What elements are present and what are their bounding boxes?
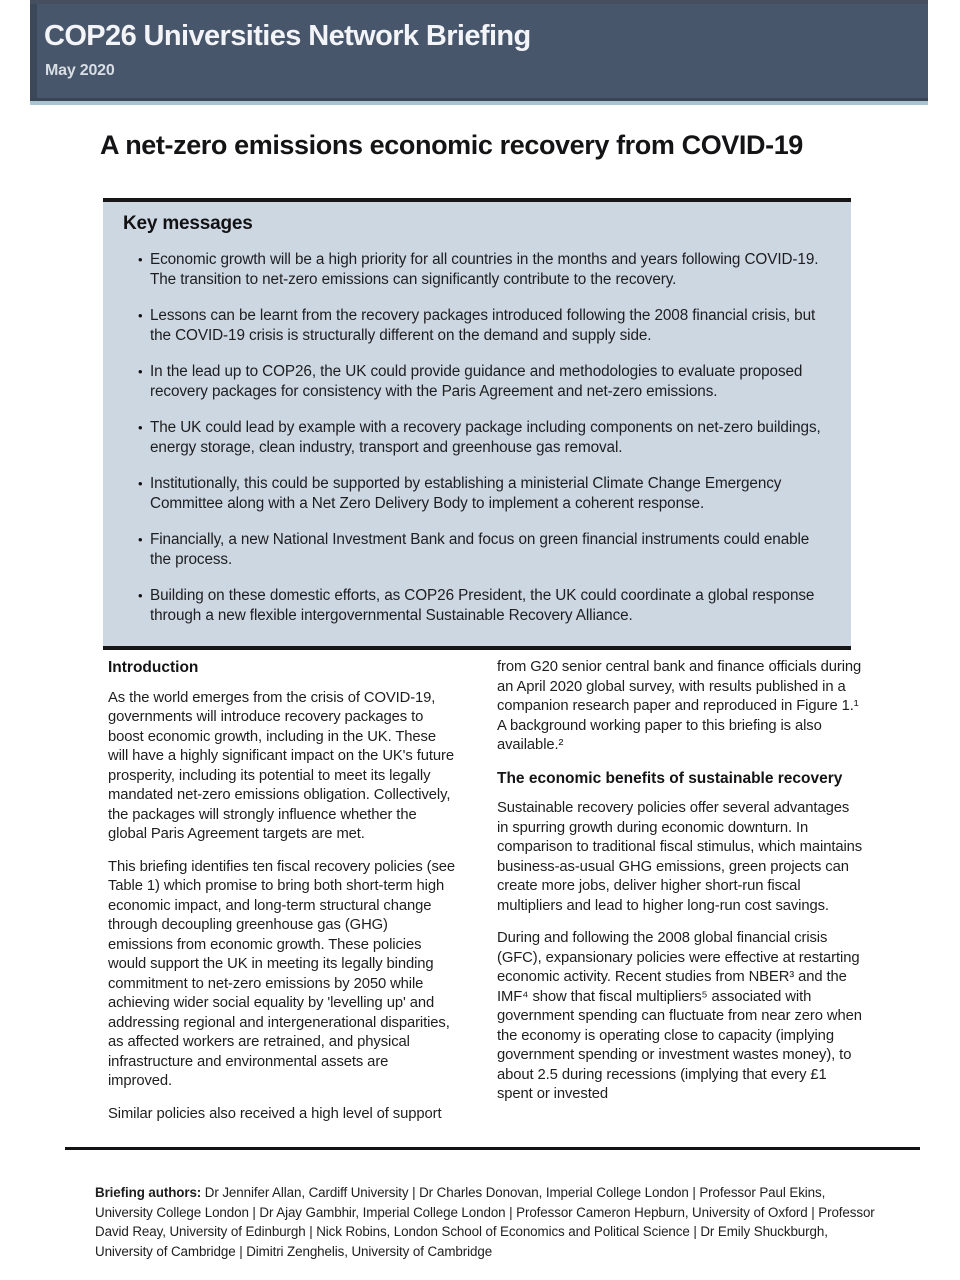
body-column-left (108, 658, 456, 1137)
list-item (138, 362, 825, 402)
body-column-right (497, 658, 863, 1118)
bullet-icon: • (138, 420, 143, 435)
bullet-icon: • (138, 364, 143, 379)
section-heading-introduction: Introduction (108, 659, 199, 676)
paragraph: Similar policies also received a high level of support (108, 1105, 442, 1122)
key-messages-list (123, 250, 825, 626)
bullet-icon: • (138, 476, 143, 491)
footer-divider (65, 1147, 920, 1150)
bullet-icon: • (138, 252, 143, 267)
key-message-text: The UK could lead by example with a recovery package including components on net-zero buildings, energy storage, clean industry, transport and greenhouse gas removal. (150, 419, 821, 456)
header-banner (30, 0, 928, 101)
key-message-text: Financially, a new National Investment Bank and focus on green financial instruments could enable the process. (150, 531, 810, 568)
briefing-title: COP26 Universities Network Briefing (44, 20, 531, 52)
bullet-icon: • (138, 588, 143, 603)
key-message-text: Lessons can be learnt from the recovery packages introduced following the 2008 financial crisis, but the COVID-19 crisis is structurally different on the demand and supply side. (150, 307, 816, 344)
footer-authors (95, 1183, 877, 1261)
section-heading-economic-benefits: The economic benefits of sustainable recovery (497, 769, 843, 787)
briefing-date: May 2020 (45, 62, 115, 79)
paragraph: During and following the 2008 global financial crisis (GFC), expansionary policies were effective at restarting economic activity. Recent studies from NBER³ and the IMF⁴ show that fiscal multipliers⁵ associated with government spending can fluctuate from near zero when the economy is operating close to capacity (implying government spending or investment wastes money), to about 2.5 during recessions (implying that every £1 spent or invested (497, 930, 862, 1102)
list-item (138, 250, 825, 290)
list-item (138, 418, 825, 458)
list-item (138, 474, 825, 514)
key-message-text: Building on these domestic efforts, as COP26 President, the UK could coordinate a global response through a new flexible intergovernmental Sustainable Recovery Alliance. (150, 587, 815, 624)
banner-underline (30, 101, 928, 105)
paragraph: As the world emerges from the crisis of COVID-19, governments will introduce recovery packages to boost economic growth, including in the UK. These will have a highly significant impact on the UK's future prosperity, including its potential to meet its legally mandated net-zero emissions obligation. Collectively, the packages will strongly influence whether the global Paris Agreement targets are met. (108, 689, 454, 842)
paragraph: from G20 senior central bank and finance officials during an April 2020 global survey, with results published in a companion research paper and reproduced in Figure 1.¹ A background working paper to this briefing is also available.² (497, 659, 862, 753)
paragraph: This briefing identifies ten fiscal recovery policies (see Table 1) which promise to bring both short-term high economic impact, and long-term structural change through decoupling greenhouse gas (GHG) emissions from economic growth. These policies would support the UK in meeting its legally binding commitment to net-zero emissions by 2050 while achieving wider social equality by 'levelling up' and addressing regional and intergenerational disparities, as affected workers are retrained, and physical infrastructure and environmental assets are improved. (108, 858, 456, 1089)
banner-left-edge (30, 4, 37, 98)
list-item (138, 530, 825, 570)
key-messages-heading: Key messages (123, 213, 253, 234)
list-item (138, 586, 825, 626)
key-message-text: In the lead up to COP26, the UK could provide guidance and methodologies to evaluate proposed recovery packages for consistency with the Paris Agreement and net-zero emissions. (150, 363, 803, 400)
key-messages-box (103, 198, 851, 650)
bullet-icon: • (138, 308, 143, 323)
key-message-text: Economic growth will be a high priority for all countries in the months and years following COVID-19. The transition to net-zero emissions can significantly contribute to the recovery. (150, 251, 819, 288)
footer-authors-text: Dr Jennifer Allan, Cardiff University | Dr Charles Donovan, Imperial College London | Professor Paul Ekins, University College London | Dr Ajay Gambhir, Imperial College London | Professor Cameron Hepburn, University of Oxford | Professor David Reay, University of Edinburgh | Nick Robins, London School of Economics and Political Science | Dr Emily Shuckburgh, University of Cambridge | Dimitri Zenghelis, University of Cambridge (95, 1185, 875, 1259)
list-item (138, 306, 825, 346)
page-title: A net-zero emissions economic recovery from COVID-19 (100, 130, 803, 160)
footer-authors-label: Briefing authors: (95, 1185, 202, 1200)
bullet-icon: • (138, 532, 143, 547)
key-message-text: Institutionally, this could be supported by establishing a ministerial Climate Change Emergency Committee along with a Net Zero Delivery Body to implement a coherent response. (150, 475, 782, 512)
paragraph: Sustainable recovery policies offer several advantages in spurring growth during economic downturn. In comparison to traditional fiscal stimulus, which maintains business-as-usual GHG emissions, green projects can create more jobs, deliver higher short-run fiscal multipliers and lead to higher long-run cost savings. (497, 800, 863, 914)
